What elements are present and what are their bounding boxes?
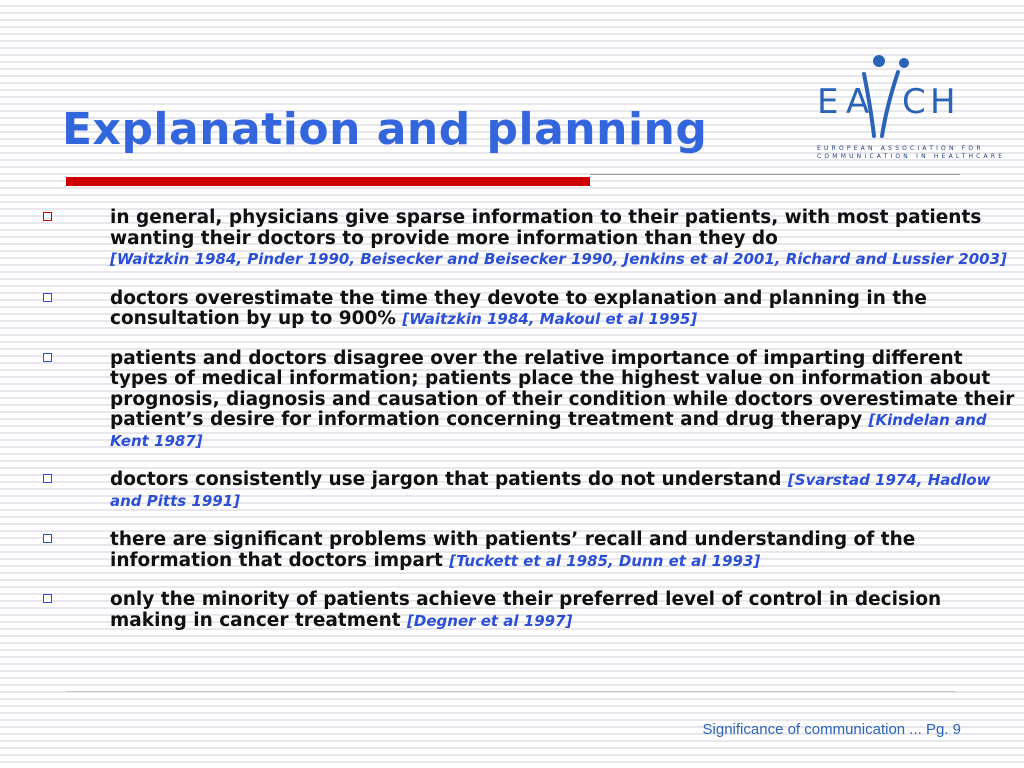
bullet-reference: [Kindelan and Kent 1987] (110, 411, 987, 450)
bullet-reference: [Tuckett et al 1985, Dunn et al 1993] (449, 551, 761, 570)
bullet-item (40, 208, 1015, 270)
bullet-text: in general, physicians give sparse information to their patients, with most patients wanting their doctors to provide more information than they do (110, 207, 982, 249)
bullet-item (40, 530, 1015, 571)
footer-page-label: Significance of communication ... Pg. 9 (702, 721, 961, 738)
bullet-reference: [Waitzkin 1984, Makoul et al 1995] (402, 310, 698, 328)
square-bullet-icon (43, 212, 52, 221)
logo-letter-e: E (817, 82, 839, 122)
bullet-text: patients and doctors disagree over the relative importance of imparting different types of medical information; patients place the highest value on information about prognosis, diagnosis and causation of their condition while doctors overestimate their patient’s desire for information concerning treatment and drug therapy (110, 347, 1015, 430)
logo-subtitle-line2: COMMUNICATION IN HEALTHCARE (817, 153, 1006, 160)
bullet-item (40, 289, 1015, 330)
logo-letter-c: C (902, 82, 926, 122)
slide-title: Explanation and planning (62, 104, 708, 155)
bullet-reference: [Svarstad 1974, Hadlow and Pitts 1991] (110, 471, 991, 510)
bullet-reference: [Waitzkin 1984, Pinder 1990, Beisecker and Beisecker 1990, Jenkins et al 2001, Richard and Lussier 2003] (110, 250, 1007, 268)
footer-divider-line (66, 691, 956, 692)
square-bullet-icon (43, 594, 52, 603)
bullet-reference: [Degner et al 1997] (407, 611, 573, 630)
bullet-item (40, 470, 1015, 511)
square-bullet-icon (43, 534, 52, 543)
square-bullet-icon (43, 353, 52, 362)
logo-letter-a: A (846, 82, 870, 122)
title-divider-line (590, 174, 960, 175)
logo-letter-h: H (930, 82, 956, 122)
eacch-logo (812, 50, 1006, 160)
square-bullet-icon (43, 474, 52, 483)
logo-subtitle-line1: EUROPEAN ASSOCIATION FOR (817, 145, 984, 152)
bullet-text: there are significant problems with patients’ recall and understanding of the information that doctors impart (110, 529, 916, 571)
title-accent-bar (66, 177, 590, 186)
square-bullet-icon (43, 293, 52, 302)
bullet-text: doctors consistently use jargon that patients do not understand (110, 469, 782, 490)
bullet-text: doctors overestimate the time they devote to explanation and planning in the consultation by up to 900% (110, 287, 927, 329)
bullet-list (40, 208, 1015, 650)
bullet-item (40, 349, 1015, 452)
bullet-text: only the minority of patients achieve their preferred level of control in decision making in cancer treatment (110, 589, 942, 631)
bullet-item (40, 590, 1015, 631)
